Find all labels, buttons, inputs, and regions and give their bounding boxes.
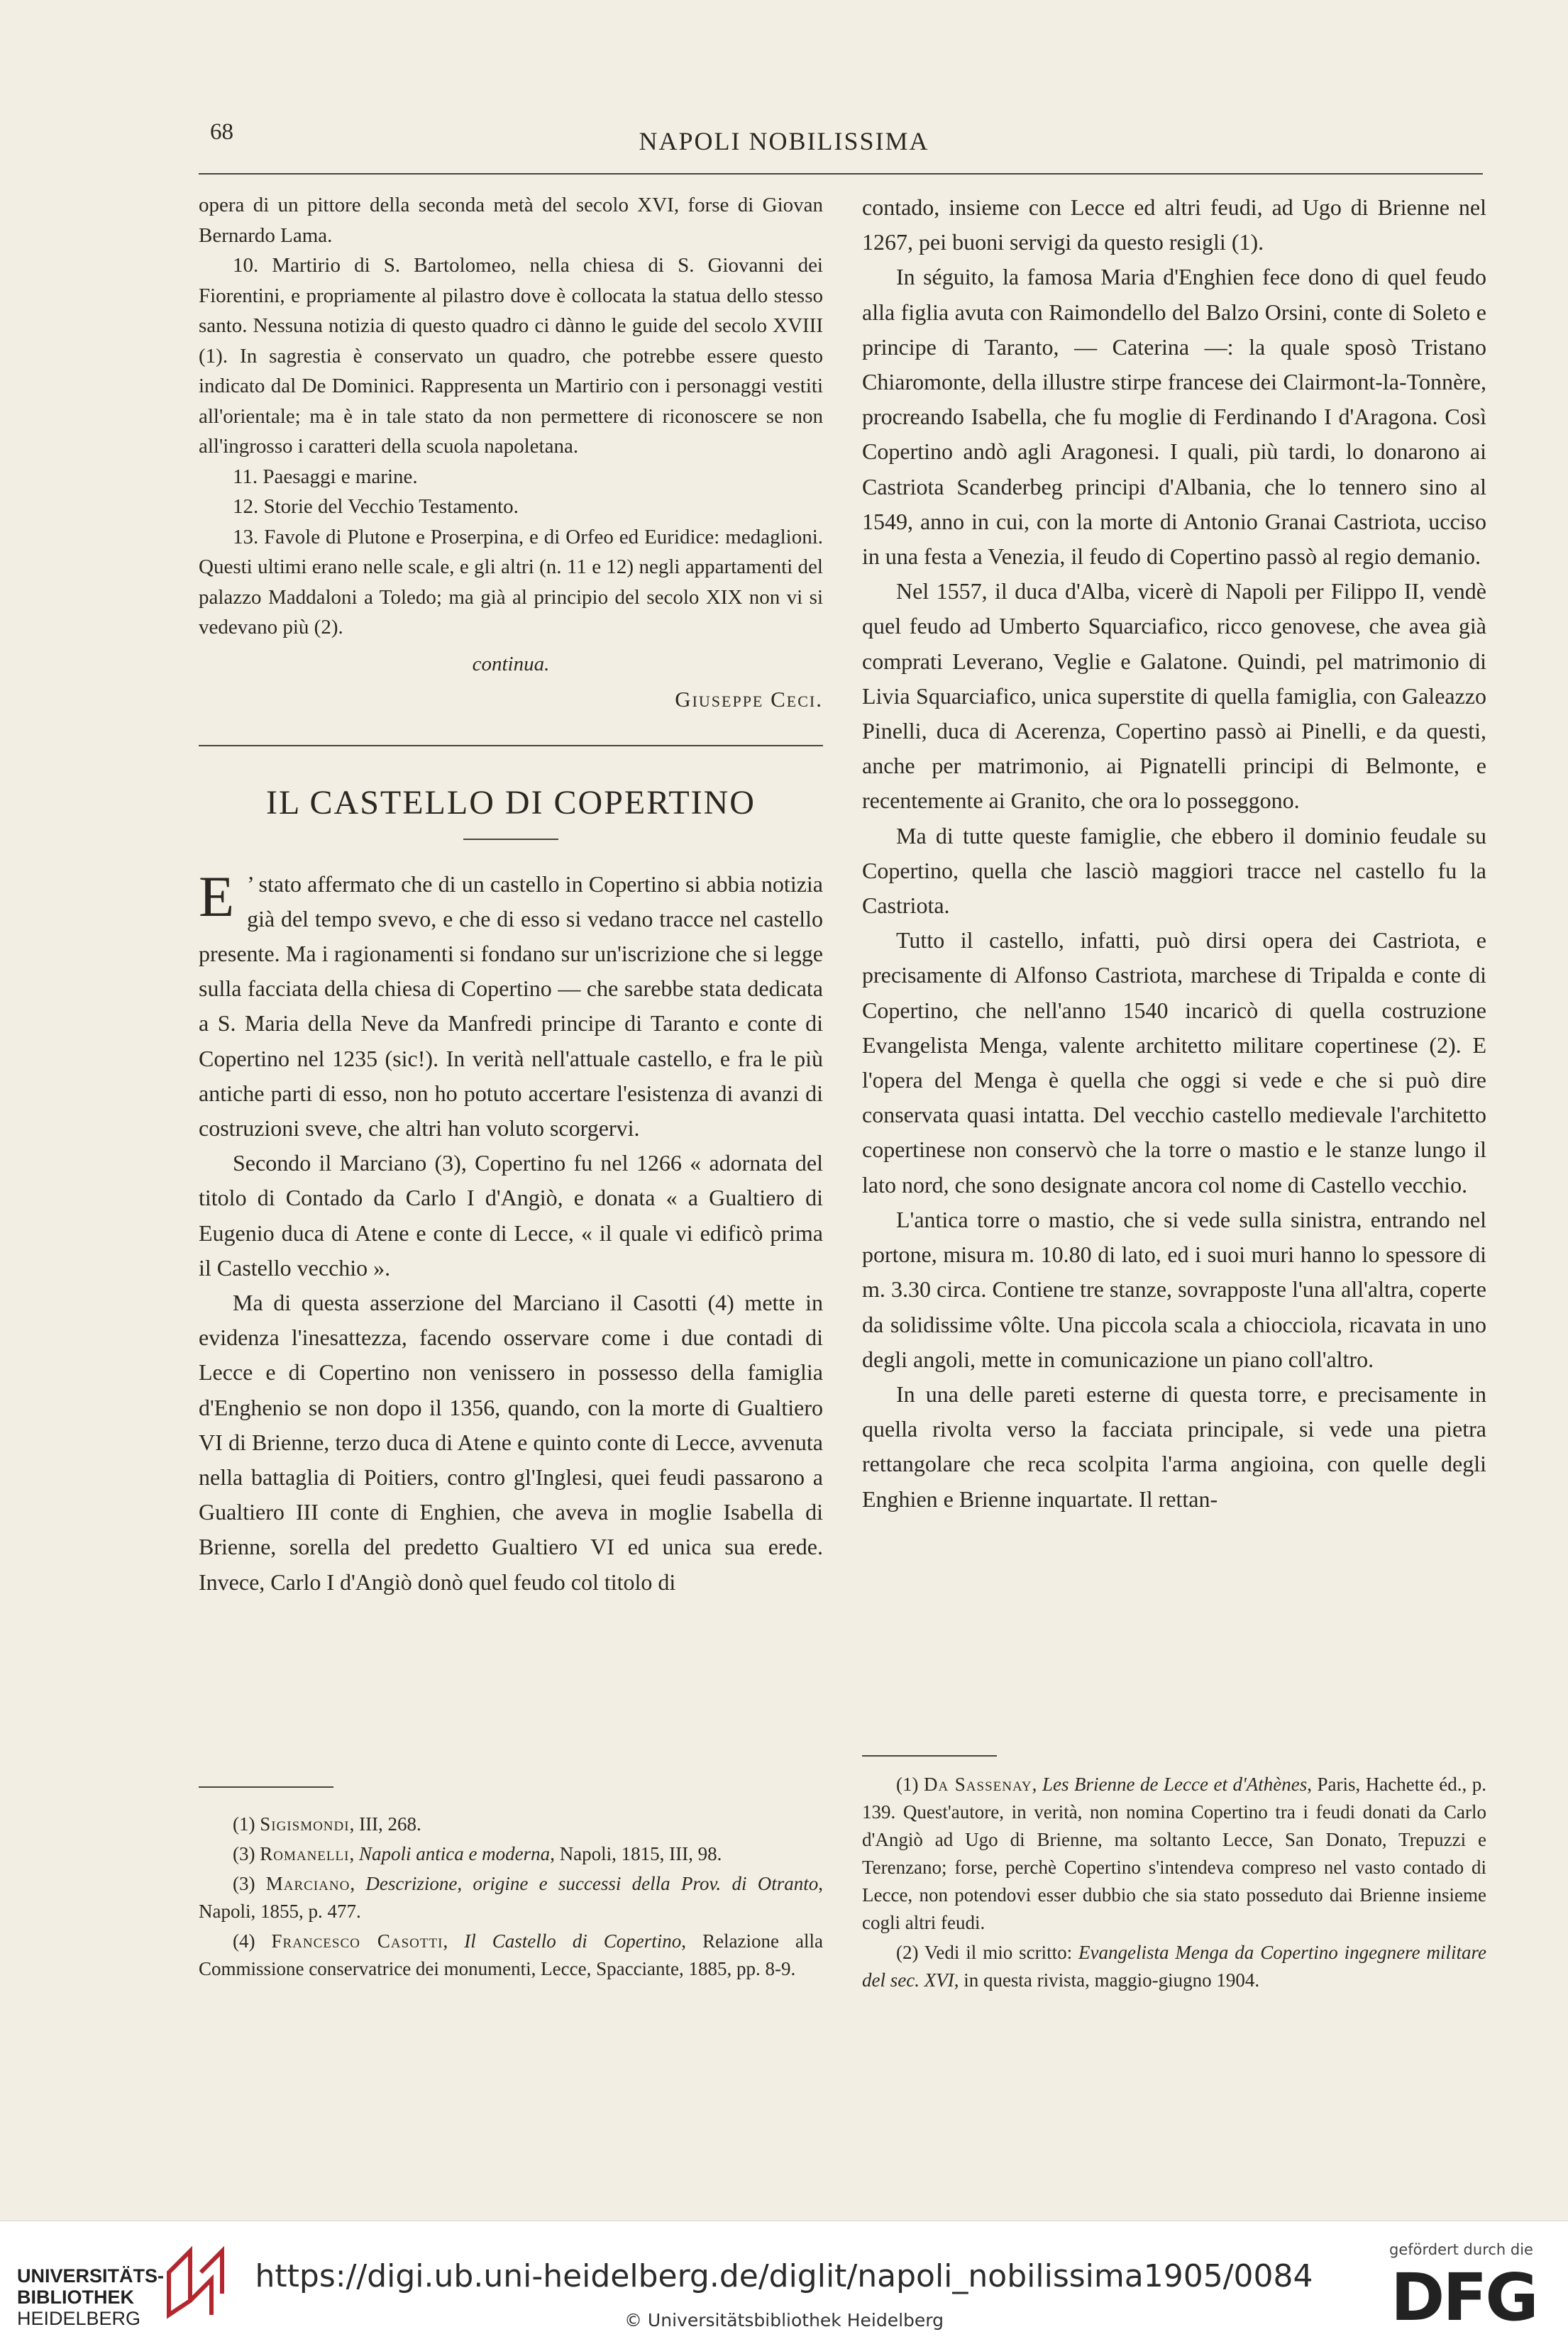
footnote: (3) Romanelli, Napoli antica e moderna, Napoli, 1815, III, 98. (233, 1843, 722, 1864)
running-title: NAPOLI NOBILISSIMA (639, 127, 929, 155)
paragraph: In séguito, la famosa Maria d'Enghien fece dono di quel feudo alla figlia avuta con Raimondello del Balzo Orsini, conte di Soleto e principe di Taranto, — Caterina —: la quale sposò Tristano Chiaromonte, della illustre stirpe francese dei Clairmont-la-Tonnère, procreando Isabella, che fu moglie di Ferdinando I d'Aragona. Così Copertino andò agli Aragonesi. I quali, più tardi, lo donarono ai Castriota Scanderbeg principi d'Albania, che lo tennero sino al 1549, anno in cui, con la morte di Antonio Granai Castriota, ucciso in una festa a Venezia, il feudo di Copertino passò al regio demanio. (862, 264, 1486, 570)
footnote: (2) Vedi il mio scritto: Evangelista Menga da Copertino ingegnere militare del sec. XVI, in questa rivista, maggio-giugno 1904. (862, 1942, 1486, 1991)
drop-cap: E (199, 863, 235, 929)
left-column (199, 190, 823, 1600)
author-signature: Giuseppe Ceci. (675, 686, 823, 712)
paragraph: contado, insieme con Lecce ed altri feudi, ad Ugo di Brienne nel 1267, pei buoni servigi da questo resigli (1). (862, 194, 1486, 255)
paragraph: 12. Storie del Vecchio Testamento. (233, 495, 519, 518)
library-logo[interactable]: UNIVERSITÄTS- BIBLIOTHEK HEIDELBERG (17, 2265, 165, 2329)
right-footnotes (862, 1771, 1486, 1994)
copyright-notice: © Universitätsbibliothek Heidelberg (624, 2310, 944, 2331)
paragraph: Tutto il castello, infatti, può dirsi opera dei Castriota, e precisamente di Alfonso Castriota, marchese di Tripalda e conte di Copertino, che nell'anno 1540 incaricò di quella costruzione Evangelista Menga, valente architetto militare copertinese (2). E l'opera del Menga è quella che oggi si vede e che si può dire conservata quasi intatta. Del vecchio castello medievale l'architetto copertinese non conservò che la torre o mastio e le stanze lungo il lato nord, che sono designate ancora col nome di Castello vecchio. (862, 927, 1486, 1198)
permalink[interactable]: https://digi.ub.uni-heidelberg.de/diglit/napoli_nobilissima1905/0084 (255, 2258, 1313, 2294)
paragraph: Nel 1557, il duca d'Alba, vicerè di Napoli per Filippo II, vendè quel feudo ad Umberto Squarciafico, ricco genovese, che avea già comprati Leverano, Veglie e Galatone. Quindi, pel matrimonio di Livia Squarciafico, unica superstite di quella famiglia, con Galeazzo Pinelli, duca di Acerenza, Copertino passò ai Pinelli, e da questi, anche per matrimonio, ai Pignatelli principi di Belmonte, e recentemente ai Granito, che ora lo posseggono. (862, 578, 1486, 814)
header-rule (199, 173, 1483, 175)
right-column (862, 190, 1486, 1517)
paragraph: Ma di questa asserzione del Marciano il Casotti (4) mette in evidenza l'inesattezza, facendo osservare come i due contadi di Lecce e di Copertino non venissero in possesso della famiglia d'Enghenio se non dopo il 1356, quando, con la morte di Gualtiero VI di Brienne, terzo duca di Atene e quinto conte di Lecce, avvenuta nella battaglia di Poitiers, contro gl'Inglesi, quei feudi passarono a Gualtiero III conte di Enghien, che aveva in moglie Isabella di Brienne, sorella del predetto Gualtiero VI ed unica sua erede. Invece, Carlo I d'Angiò donò quel feudo col titolo di (199, 1289, 823, 1595)
left-footnotes (199, 1810, 823, 1983)
footnote: (3) Marciano, Descrizione, origine e successi della Prov. di Otranto, Napoli, 1855, p. 477. (199, 1873, 823, 1922)
viewer-footer (0, 2221, 1568, 2344)
footnote-rule (199, 1786, 333, 1788)
footnote: (1) Da Sassenay, Les Brienne de Lecce et d'Athènes, Paris, Hachette éd., p. 139. Quest'autore, in verità, non nomina Copertino tra i feudi donati da Carlo d'Angiò ad Ugo di Brienne, ma soltanto Lecce, San Donato, Trepuzzi e Terenzano; forse, perchè Copertino s'intendeva compreso nel vasto contado di Lecce, non potendovi esser dubbio che sia stato posseduto dai Brienne insieme cogli altri feudi. (862, 1774, 1487, 1933)
section-separator (199, 745, 823, 746)
paragraph: L'antica torre o mastio, che si vede sulla sinistra, entrando nel portone, misura m. 10.80 di lato, ed i suoi muri hanno lo spessore di m. 3.30 circa. Contiene tre stanze, sovrapposte l'una all'altra, coperte da solidissime vôlte. Una piccola scala a chiocciola, ricavata in uno degli angoli, mette in comunicazione un piano coll'altro. (862, 1206, 1486, 1372)
dfg-logo[interactable]: DFG (1391, 2260, 1537, 2335)
paragraph: opera di un pittore della seconda metà del secolo XVI, forse di Giovan Bernardo Lama. (199, 194, 823, 247)
page-number: 68 (210, 119, 233, 145)
continua-note: continua. (472, 652, 550, 675)
paragraph: Secondo il Marciano (3), Copertino fu nel 1266 « adornata del titolo di Contado da Carlo I d'Angiò, e donata « a Gualtiero di Eugenio duca di Atene e conte di Lecce, « il quale vi edificò prima il Castello vecchio ». (199, 1150, 823, 1281)
paragraph: In una delle pareti esterne di questa torre, e precisamente in quella rivolta verso la facciata principale, si vede una pietra rettangolare che reca scolpita l'arma angioina, con quelle degli Enghien e Brienne inquartate. Il rettan- (862, 1381, 1486, 1512)
title-rule (463, 839, 558, 840)
paragraph: Ma di tutte queste famiglie, che ebbero il dominio feudale su Copertino, quella che lasciò maggiori tracce nel castello fu la Castriota. (862, 822, 1486, 919)
footnote-rule (862, 1755, 997, 1757)
first-paragraph (199, 863, 823, 1146)
paragraph: 11. Paesaggi e marine. (233, 465, 418, 488)
funding-note: gefördert durch die (1389, 2241, 1533, 2258)
footnote: (1) Sigismondi, III, 268. (233, 1813, 421, 1835)
footnote: (4) Francesco Casotti, Il Castello di Copertino, Relazione alla Commissione conservatrice dei monumenti, Lecce, Spacciante, 1885, pp. 8-9. (199, 1930, 823, 1979)
paragraph: 10. Martirio di S. Bartolomeo, nella chiesa di S. Giovanni dei Fiorentini, e propriamente al pilastro dove è collocata la statua dello stesso santo. Nessuna notizia di questo quadro ci dànno le guide del secolo XVIII (1). In sagrestia è conservato un quadro, che potrebbe essere questo indicato dal De Dominici. Rappresenta un Martirio con i personaggi vestiti all'orientale; ma è in tale stato da non permettere di riconoscere se non all'ingrosso i caratteri della scuola napoletana. (199, 254, 823, 458)
paragraph-text: ’ stato affermato che di un castello in Copertino si abbia notizia già del tempo svevo, e che di esso si vedano tracce nel castello presente. Ma i ragionamenti si fondano sur un'iscrizione che si legge sulla facciata della chiesa di Copertino — che sarebbe stata dedicata a S. Maria della Neve da Manfredi principe di Taranto e conte di Copertino nel 1235 (sic!). In verità nell'attuale castello, e fra le più antiche parti di esso, non ho potuto accertare l'esistenza di avanzi di costruzioni sveve, che altri han voluto scorgervi. (199, 870, 823, 1141)
article-title: IL CASTELLO DI COPERTINO (266, 783, 756, 822)
paragraph: 13. Favole di Plutone e Proserpina, e di Orfeo ed Euridice: medaglioni. Questi ultimi erano nelle scale, e gli altri (n. 11 e 12) negli appartamenti del palazzo Maddaloni a Toledo; ma già al principio del secolo XIX non vi si vedevano più (2). (199, 525, 823, 638)
